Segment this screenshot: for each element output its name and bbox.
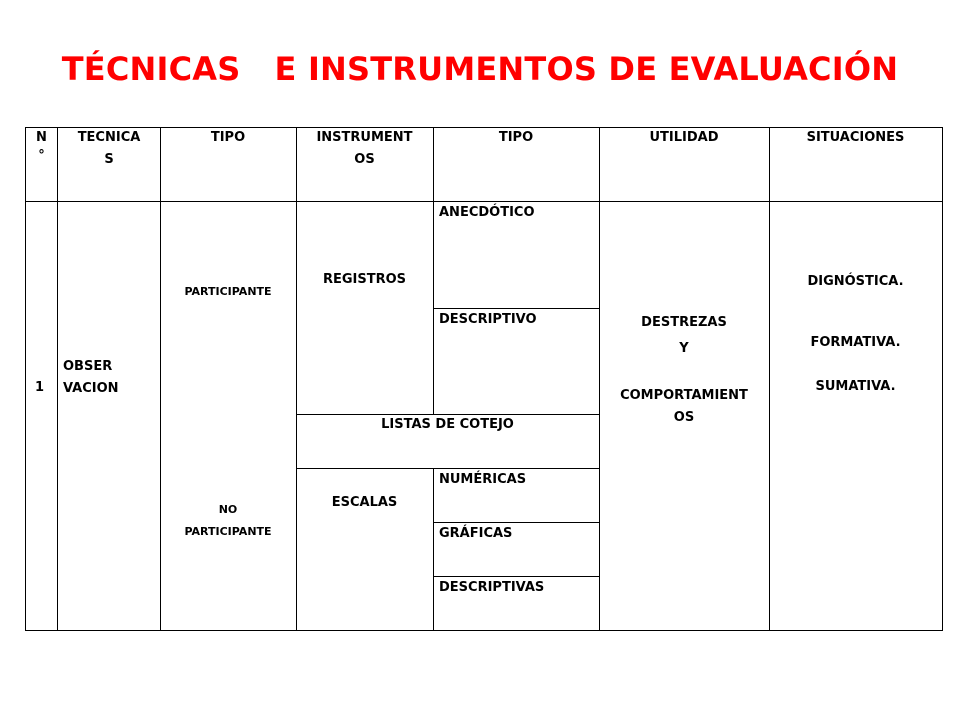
header-tipo-1: TIPO [210,130,246,145]
utilidad-text: DESTREZAS Y COMPORTAMIENT OS [620,315,748,425]
header-utilidad: UTILIDAD [649,130,719,145]
col-divider-3 [296,127,297,631]
tipo-numericas: NUMÉRICAS [439,472,527,487]
header-instrumentos: INSTRUMENT OS [316,130,413,167]
instrumento-escalas: ESCALAS [331,495,398,510]
table-border-right [942,127,943,631]
header-tecnicas: TECNICA S [77,130,141,167]
evaluation-table [25,127,943,630]
row-number: 1 [35,380,45,395]
col-divider-2 [160,127,161,631]
instrumento-registros: REGISTROS [322,272,407,287]
header-situaciones: SITUACIONES [806,130,905,145]
tipo-participante: PARTICIPANTE [184,285,272,298]
tipo-anecdotico: ANECDÓTICO [439,205,535,220]
col-divider-1 [57,127,58,631]
header-tipo-2: TIPO [498,130,534,145]
page-title: TÉCNICAS E INSTRUMENTOS DE EVALUACIÓN [61,50,899,88]
col-divider-4a [433,127,434,415]
tipo-graficas: GRÁFICAS [439,526,513,541]
situacion-formativa: FORMATIVA. [810,335,901,350]
col-divider-4b [433,468,434,631]
header-num: N ° [36,130,47,163]
situacion-sumativa: SUMATIVA. [815,379,896,394]
tipo-no-participante: NO PARTICIPANTE [184,503,272,538]
table-border-bottom [25,630,943,631]
tecnica-observacion: OBSER VACION [63,359,119,396]
tipo-descriptivas: DESCRIPTIVAS [439,580,545,595]
table-border-left [25,127,26,631]
tipo-descriptivo: DESCRIPTIVO [439,312,537,327]
instrumento-listas-cotejo: LISTAS DE COTEJO [381,417,514,432]
situacion-diagnostica: DIGNÓSTICA. [807,274,904,289]
